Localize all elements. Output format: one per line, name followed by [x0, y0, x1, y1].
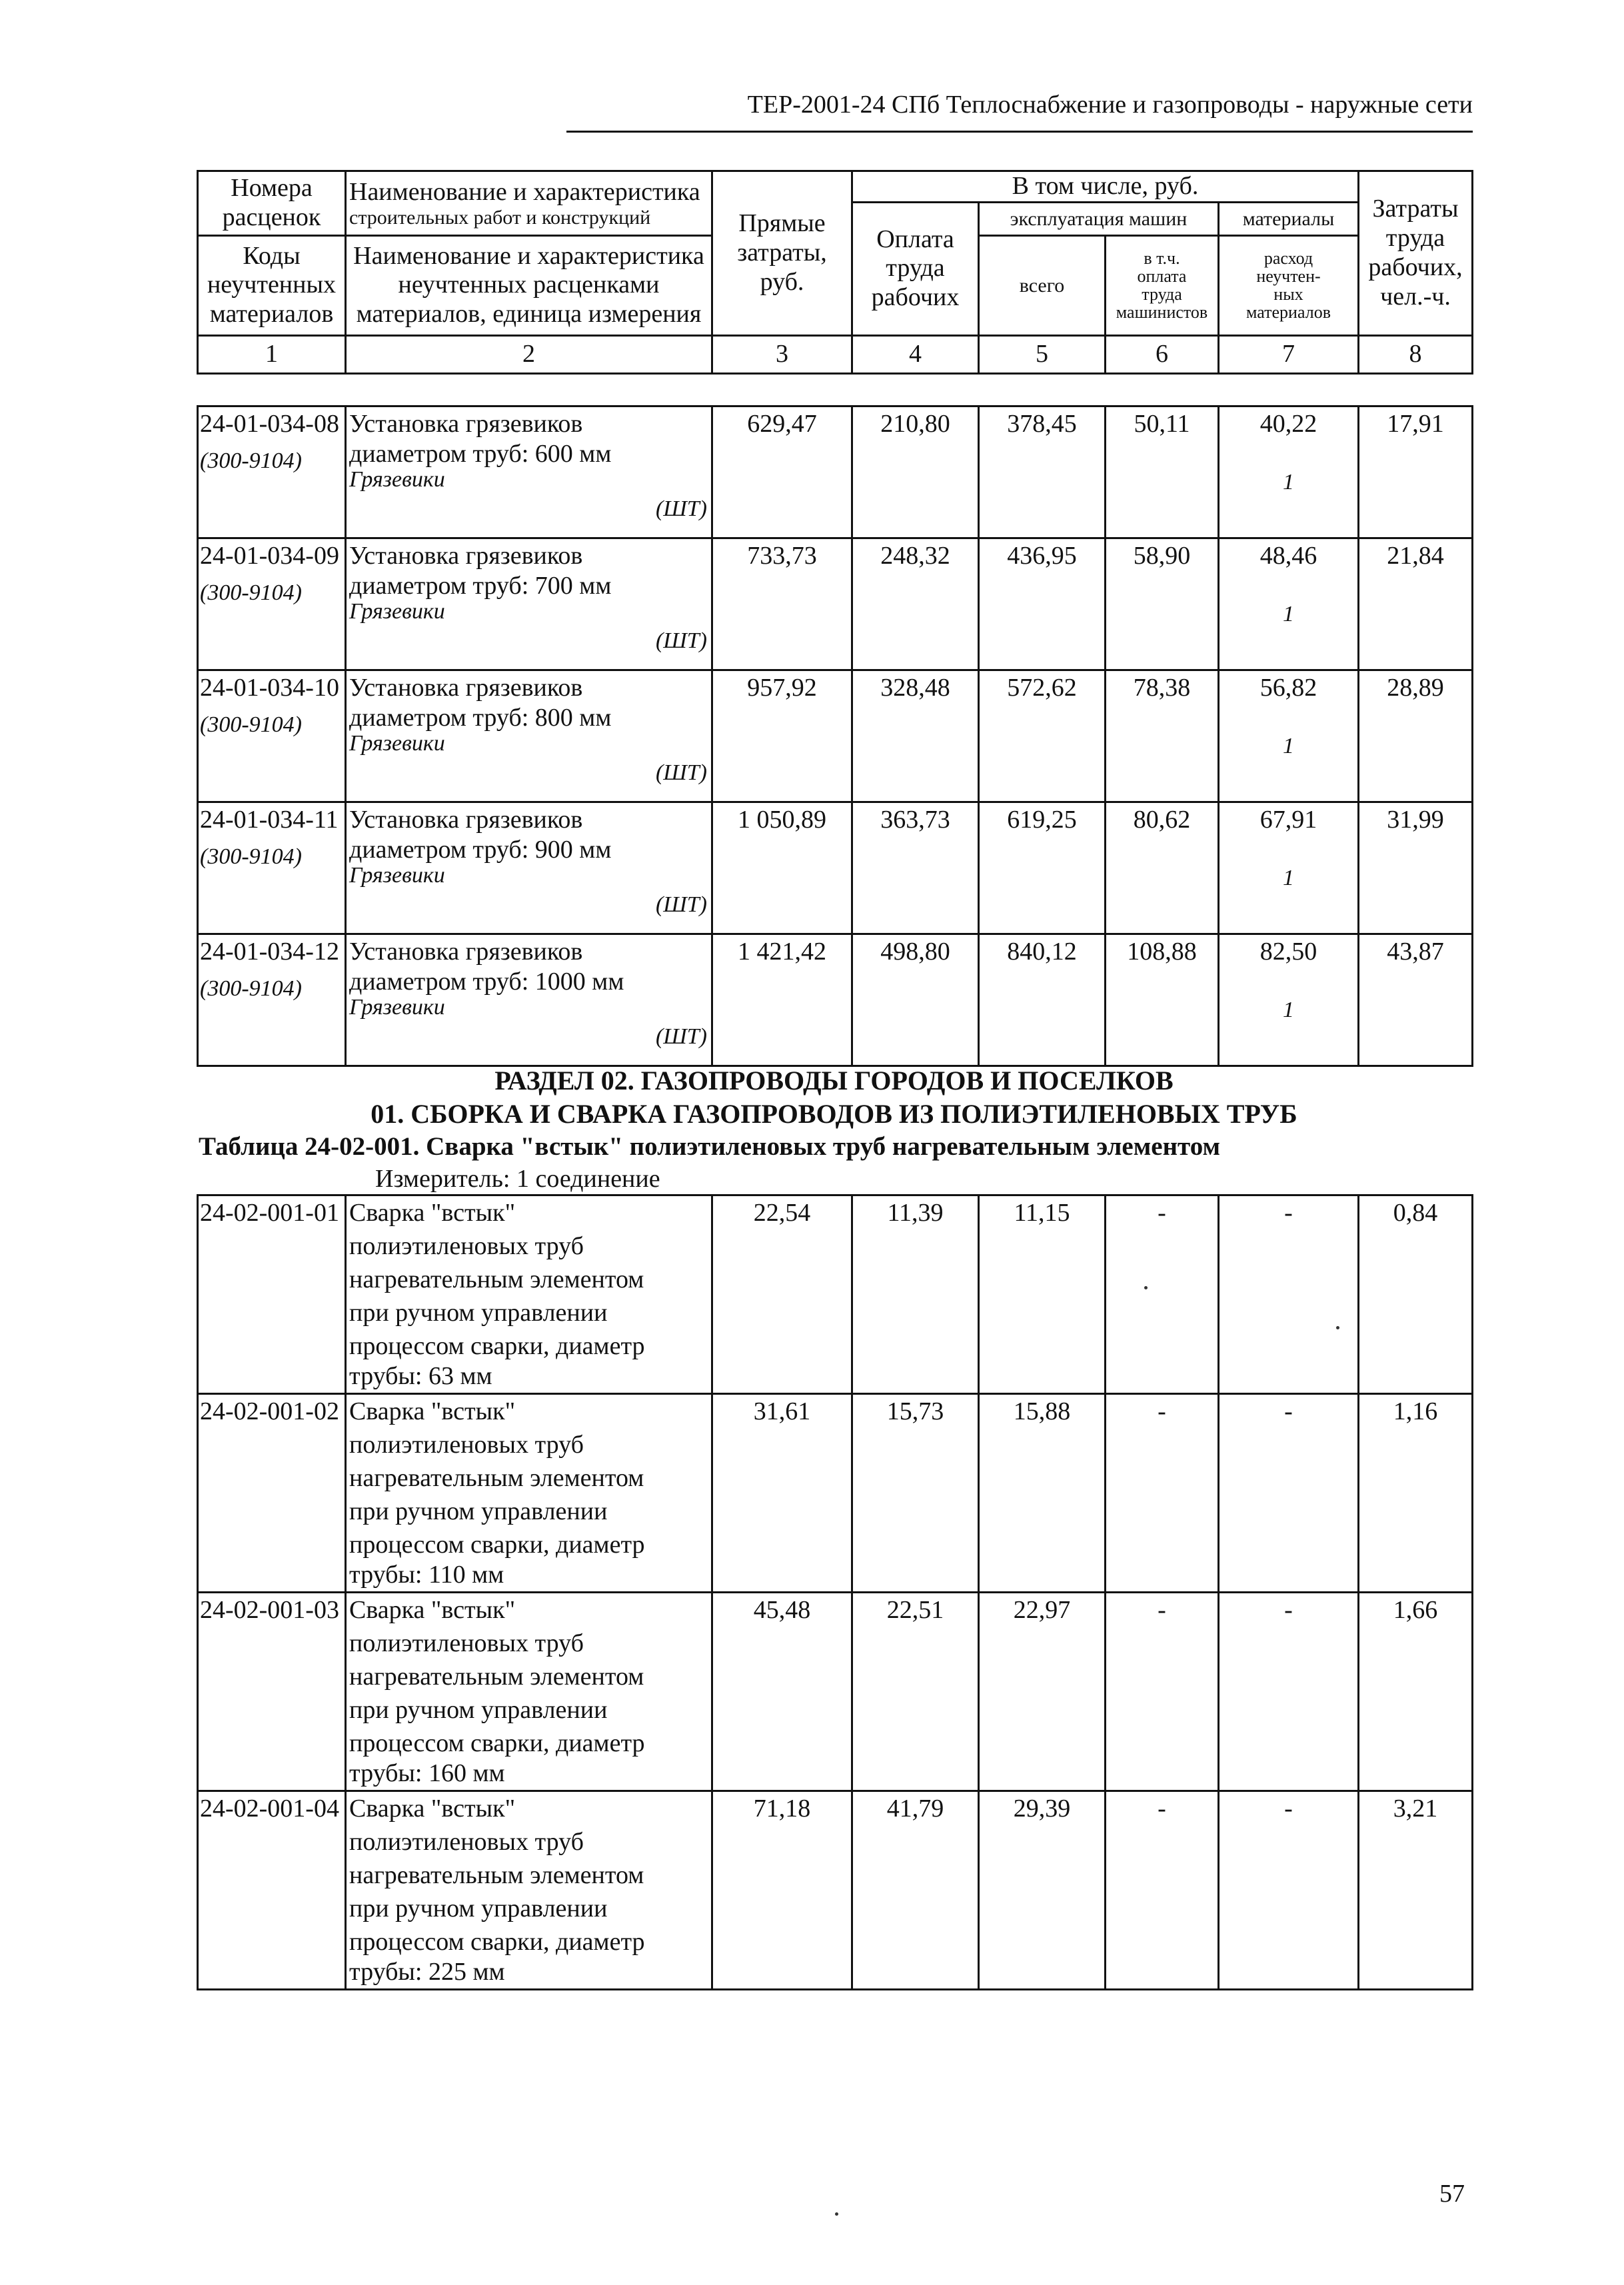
measure-unit: Измеритель: 1 соединение [375, 1165, 660, 1193]
section-subtitle: 01. СБОРКА И СВАРКА ГАЗОПРОВОДОВ ИЗ ПОЛИЭТИЛЕНОВЫХ ТРУБ [371, 1099, 1297, 1129]
labor-pay-cell: 498,80 [852, 934, 979, 1066]
work-name-cell: Установка грязевиков диаметром труб: 1000 мм Грязевики (ШТ) [346, 934, 712, 1066]
machines-total-cell: 572,62 [979, 670, 1106, 802]
labor-pay-cell: 22,51 [852, 1593, 979, 1791]
machinist-pay-cell: - [1106, 1195, 1219, 1394]
col2-bottom-header: Наименование и характеристика неучтенных расценками материалов, единица измерения [346, 235, 712, 335]
table-row [198, 802, 1473, 934]
machines-total-cell: 840,12 [979, 934, 1106, 1066]
direct-cost-cell: 45,48 [712, 1593, 852, 1791]
scan-speck [1144, 1286, 1148, 1289]
col-number: 1 [198, 335, 346, 373]
labor-pay-cell: 328,48 [852, 670, 979, 802]
page-number: 57 [1439, 2180, 1465, 2208]
labor-hours-cell: 28,89 [1359, 670, 1473, 802]
labor-hours-cell: 1,16 [1359, 1394, 1473, 1593]
labor-hours-cell: 31,99 [1359, 802, 1473, 934]
col5-header: всего [979, 235, 1106, 335]
col6-header: в т.ч. оплата труда машинистов [1106, 235, 1219, 335]
scan-speck [835, 2212, 838, 2216]
machines-total-cell: 15,88 [979, 1394, 1106, 1593]
machinist-pay-cell: 50,11 [1106, 406, 1219, 538]
work-name-cell: Сварка "встык" полиэтиленовых труб нагревательным элементом при ручном управлении процессом сварки, диаметр трубы: 225 мм [346, 1791, 712, 1990]
direct-cost-cell: 71,18 [712, 1791, 852, 1990]
col-number: 7 [1219, 335, 1359, 373]
rate-code-cell: 24-02-001-04 [198, 1791, 346, 1990]
work-name-cell: Установка грязевиков диаметром труб: 600 мм Грязевики (ШТ) [346, 406, 712, 538]
machinist-pay-cell: 78,38 [1106, 670, 1219, 802]
work-name-cell: Сварка "встык" полиэтиленовых труб нагревательным элементом при ручном управлении процессом сварки, диаметр трубы: 110 мм [346, 1394, 712, 1593]
labor-pay-cell: 248,32 [852, 538, 979, 670]
machines-total-cell: 29,39 [979, 1791, 1106, 1990]
header-rule [566, 131, 1473, 133]
rate-code-cell: 24-02-001-02 [198, 1394, 346, 1593]
work-name-cell: Сварка "встык" полиэтиленовых труб нагревательным элементом при ручном управлении процессом сварки, диаметр трубы: 160 мм [346, 1593, 712, 1791]
labor-hours-cell: 0,84 [1359, 1195, 1473, 1394]
col-number: 5 [979, 335, 1106, 373]
machines-total-cell: 436,95 [979, 538, 1106, 670]
rate-code-cell: 24-01-034-09 (300-9104) [198, 538, 346, 670]
table-row [198, 1394, 1473, 1593]
materials-cell: - [1219, 1394, 1359, 1593]
labor-pay-cell: 41,79 [852, 1791, 979, 1990]
labor-hours-cell: 17,91 [1359, 406, 1473, 538]
col-number: 4 [852, 335, 979, 373]
price-table-2 [197, 1194, 1473, 1990]
scan-speck [1336, 1326, 1339, 1329]
work-name-cell: Сварка "встык" полиэтиленовых труб нагревательным элементом при ручном управлении процессом сварки, диаметр трубы: 63 мм [346, 1195, 712, 1394]
machinist-pay-cell: 80,62 [1106, 802, 1219, 934]
labor-pay-cell: 363,73 [852, 802, 979, 934]
table-title: Таблица 24-02-001. Сварка "встык" полиэтиленовых труб нагревательным элементом [199, 1132, 1221, 1161]
table-row [198, 670, 1473, 802]
labor-pay-cell: 15,73 [852, 1394, 979, 1593]
price-table-1 [197, 405, 1473, 1067]
table-row [198, 1791, 1473, 1990]
rate-code-cell: 24-02-001-03 [198, 1593, 346, 1791]
labor-hours-cell: 3,21 [1359, 1791, 1473, 1990]
col4-header: Оплата труда рабочих [852, 202, 979, 335]
work-name-cell: Установка грязевиков диаметром труб: 800 мм Грязевики (ШТ) [346, 670, 712, 802]
col8-header: Затраты труда рабочих, чел.-ч. [1359, 171, 1473, 336]
rate-code-cell: 24-01-034-08 (300-9104) [198, 406, 346, 538]
direct-cost-cell: 733,73 [712, 538, 852, 670]
rate-code-cell: 24-02-001-01 [198, 1195, 346, 1394]
col-number: 3 [712, 335, 852, 373]
machines-total-cell: 619,25 [979, 802, 1106, 934]
col2-top-header: Наименование и характеристика строительных работ и конструкций [346, 171, 712, 236]
machines-header: эксплуатация машин [979, 202, 1219, 235]
table-row [198, 934, 1473, 1066]
materials-cell: - [1219, 1195, 1359, 1394]
materials-cell: 56,82 1 [1219, 670, 1359, 802]
machinist-pay-cell: - [1106, 1593, 1219, 1791]
materials-cell: - [1219, 1791, 1359, 1990]
section-title: РАЗДЕЛ 02. ГАЗОПРОВОДЫ ГОРОДОВ И ПОСЕЛКОВ [494, 1066, 1174, 1096]
direct-cost-cell: 22,54 [712, 1195, 852, 1394]
rate-code-cell: 24-01-034-10 (300-9104) [198, 670, 346, 802]
direct-cost-cell: 31,61 [712, 1394, 852, 1593]
direct-cost-cell: 1 050,89 [712, 802, 852, 934]
table-row [198, 1195, 1473, 1394]
col1-bottom-header: Коды неучтенных материалов [198, 235, 346, 335]
including-header: В том числе, руб. [852, 171, 1359, 203]
machinist-pay-cell: 58,90 [1106, 538, 1219, 670]
machinist-pay-cell: - [1106, 1394, 1219, 1593]
direct-cost-cell: 629,47 [712, 406, 852, 538]
materials-cell: 48,46 1 [1219, 538, 1359, 670]
col1-top-header: Номера расценок [198, 171, 346, 236]
col-number: 8 [1359, 335, 1473, 373]
materials-cell: 67,91 1 [1219, 802, 1359, 934]
labor-pay-cell: 210,80 [852, 406, 979, 538]
materials-cell: - [1219, 1593, 1359, 1791]
col-number: 6 [1106, 335, 1219, 373]
table-row [198, 1593, 1473, 1791]
table-row [198, 406, 1473, 538]
machinist-pay-cell: 108,88 [1106, 934, 1219, 1066]
machines-total-cell: 22,97 [979, 1593, 1106, 1791]
labor-hours-cell: 43,87 [1359, 934, 1473, 1066]
rate-code-cell: 24-01-034-12 (300-9104) [198, 934, 346, 1066]
labor-hours-cell: 21,84 [1359, 538, 1473, 670]
materials-cell: 40,22 1 [1219, 406, 1359, 538]
direct-cost-cell: 957,92 [712, 670, 852, 802]
column-header-table [197, 170, 1473, 375]
machinist-pay-cell: - [1106, 1791, 1219, 1990]
materials-header: материалы [1219, 202, 1359, 235]
materials-cell: 82,50 1 [1219, 934, 1359, 1066]
machines-total-cell: 11,15 [979, 1195, 1106, 1394]
rate-code-cell: 24-01-034-11 (300-9104) [198, 802, 346, 934]
col3-header: Прямые затраты, руб. [712, 171, 852, 336]
col-number: 2 [346, 335, 712, 373]
machines-total-cell: 378,45 [979, 406, 1106, 538]
labor-hours-cell: 1,66 [1359, 1593, 1473, 1791]
col7-header: расход неучтен- ных материалов [1219, 235, 1359, 335]
work-name-cell: Установка грязевиков диаметром труб: 700 мм Грязевики (ШТ) [346, 538, 712, 670]
work-name-cell: Установка грязевиков диаметром труб: 900 мм Грязевики (ШТ) [346, 802, 712, 934]
labor-pay-cell: 11,39 [852, 1195, 979, 1394]
table-row [198, 538, 1473, 670]
page-header: ТЕР-2001-24 СПб Теплоснабжение и газопроводы - наружные сети [747, 91, 1473, 119]
direct-cost-cell: 1 421,42 [712, 934, 852, 1066]
